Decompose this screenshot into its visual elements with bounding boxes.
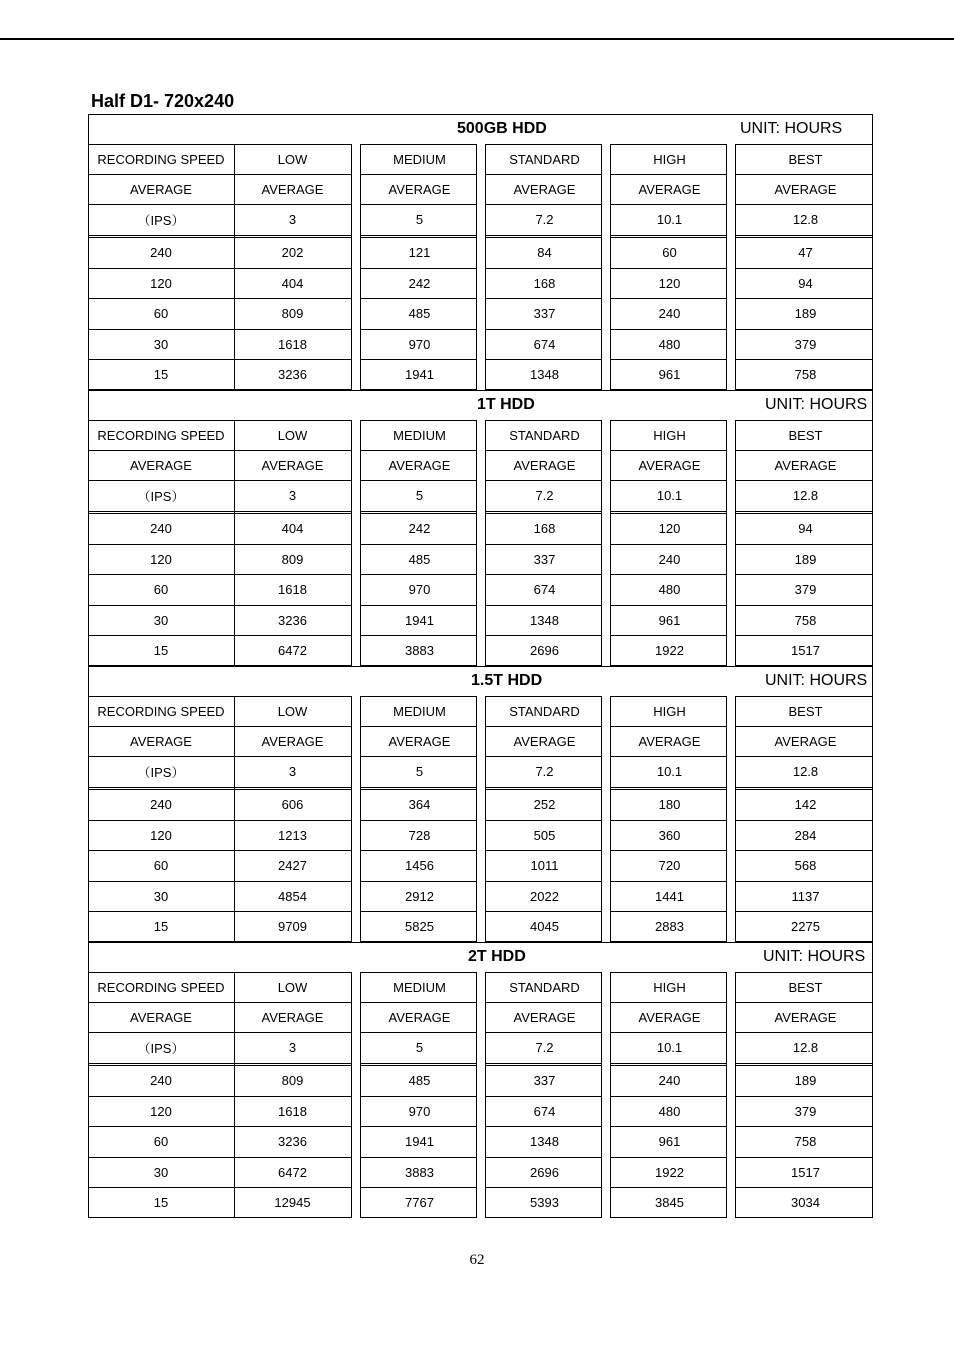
table-cell: 240 (658, 1073, 681, 1088)
table-cell: 5 (415, 488, 424, 503)
table-cell: 1618 (278, 336, 307, 352)
table-cell: 3 (288, 764, 297, 779)
table-cell: 240 (150, 245, 172, 260)
table-cell: STANDARD (509, 979, 580, 995)
table-cell: 120 (150, 275, 172, 291)
unit-label: UNIT: HOURS (740, 120, 843, 137)
table-cell: AVERAGE (774, 733, 837, 749)
table-cell: MEDIUM (393, 703, 446, 719)
table-cell: 2912 (405, 888, 434, 904)
hdd-table (88, 666, 873, 942)
table-cell: （IPS） (137, 213, 185, 228)
table-cell: 3883 (405, 643, 434, 658)
table-cell: 189 (794, 551, 817, 567)
table-row (88, 635, 873, 666)
table-cell: RECORDING SPEED (97, 979, 225, 995)
table-cell: 120 (658, 521, 681, 536)
table-cell: 2022 (530, 888, 559, 904)
table-cell: 15 (153, 367, 169, 382)
table-cell: 404 (281, 521, 304, 536)
table-cell: 4854 (278, 888, 307, 904)
table-cell: AVERAGE (513, 1009, 576, 1025)
table-cell: 360 (658, 827, 681, 843)
table-cell: 7.2 (535, 764, 554, 779)
table-cell: MEDIUM (393, 979, 446, 995)
table-cell: 337 (533, 306, 556, 321)
table-cell: 12.8 (792, 488, 819, 503)
header-row (88, 696, 873, 726)
hdd-capacity-title: 500GB HDD (457, 120, 547, 137)
table-cell: 168 (533, 275, 556, 291)
table-cell: （IPS） (137, 489, 185, 504)
table-row (88, 574, 873, 605)
table-cell: 970 (408, 582, 431, 597)
table-cell: 970 (408, 1103, 431, 1119)
hdd-table (88, 942, 873, 1218)
table-cell: AVERAGE (130, 457, 192, 473)
table-cell: 674 (533, 582, 556, 597)
table-cell: 3 (288, 212, 297, 227)
page-number: 62 (469, 1252, 485, 1268)
table-cell: 1922 (655, 643, 684, 658)
table-cell: 12.8 (792, 764, 819, 779)
hdd-capacity-title: 2T HDD (468, 948, 526, 965)
table-cell: 3236 (278, 612, 307, 628)
table-cell: 720 (658, 858, 681, 873)
page-title: Half D1- 720x240 (91, 91, 235, 111)
table-cell: HIGH (653, 427, 686, 443)
table-cell: 1517 (791, 643, 820, 658)
table-cell: 568 (794, 858, 817, 873)
table-cell: 485 (408, 551, 431, 567)
table-cell: AVERAGE (130, 1009, 192, 1025)
table-cell: AVERAGE (388, 1009, 451, 1025)
table-cell: AVERAGE (130, 733, 192, 749)
table-cell: 3845 (655, 1195, 684, 1210)
table-cell: 404 (281, 275, 304, 291)
table-cell: 240 (150, 1073, 172, 1088)
table-cell: 9709 (278, 919, 307, 934)
table-cell: 480 (658, 1103, 681, 1119)
table-cell: 364 (408, 797, 431, 812)
table-cell: 379 (794, 336, 817, 352)
table-cell: 961 (658, 367, 681, 382)
average-row (88, 726, 873, 756)
table-cell: 120 (658, 275, 681, 291)
table-cell: 3034 (791, 1195, 820, 1210)
table-cell: 15 (153, 919, 169, 934)
table-cell: HIGH (653, 979, 686, 995)
table-cell: 60 (662, 245, 677, 260)
table-cell: 1922 (655, 1164, 684, 1180)
table-cell: 15 (153, 643, 169, 658)
ips-row (88, 480, 873, 511)
table-cell: 252 (533, 797, 556, 812)
table-cell: 2696 (530, 643, 559, 658)
table-cell: 1618 (278, 1103, 307, 1119)
table-cell: 7767 (405, 1195, 434, 1210)
unit-label: UNIT: HOURS (765, 396, 868, 413)
table-cell: AVERAGE (130, 181, 192, 197)
top-rule (0, 38, 954, 40)
table-cell: 3236 (278, 1134, 307, 1149)
table-cell: BEST (788, 979, 823, 995)
table-cell: 758 (794, 612, 817, 628)
table-cell: LOW (277, 151, 308, 167)
table-cell: 1941 (405, 367, 434, 382)
average-row (88, 174, 873, 204)
table-cell: STANDARD (509, 703, 580, 719)
unit-label: UNIT: HOURS (763, 948, 866, 965)
table-row (88, 1065, 873, 1096)
table-cell: AVERAGE (638, 457, 701, 473)
table-cell: STANDARD (509, 427, 580, 443)
table-cell: 189 (794, 1073, 817, 1088)
table-cell: 758 (794, 1134, 817, 1149)
table-cell: 485 (408, 1073, 431, 1088)
table-cell: 505 (533, 827, 556, 843)
ips-row (88, 756, 873, 787)
table-cell: 3 (288, 488, 297, 503)
table-cell: 94 (798, 275, 813, 291)
table-cell: 1348 (530, 612, 559, 628)
table-cell: 7.2 (535, 212, 554, 227)
table-cell: HIGH (653, 151, 686, 167)
table-cell: LOW (277, 979, 308, 995)
table-cell: 3236 (278, 367, 307, 382)
table-cell: 1941 (405, 1134, 434, 1149)
table-cell: 5393 (530, 1195, 559, 1210)
table-cell: STANDARD (509, 151, 580, 167)
table-cell: 30 (153, 612, 169, 628)
table-cell: 1137 (791, 888, 820, 904)
table-cell: 606 (281, 797, 304, 812)
table-cell: 5 (415, 1040, 424, 1055)
table-row (88, 1096, 873, 1126)
table-cell: 30 (153, 336, 169, 352)
table-cell: MEDIUM (393, 151, 446, 167)
table-cell: 284 (794, 827, 817, 843)
table-cell: 1517 (791, 1164, 820, 1180)
table-cell: 809 (281, 551, 304, 567)
table-row (88, 789, 873, 820)
table-cell: 120 (150, 827, 172, 843)
table-cell: 961 (658, 612, 681, 628)
table-cell: BEST (788, 427, 823, 443)
table-cell: LOW (277, 703, 308, 719)
hdd-table (88, 114, 873, 390)
table-cell: 1456 (405, 858, 434, 873)
table-cell: 6472 (278, 1164, 307, 1180)
table-row (88, 268, 873, 298)
table-cell: 5 (415, 764, 424, 779)
table-cell: AVERAGE (261, 1009, 324, 1025)
table-cell: （IPS） (137, 1041, 185, 1056)
table-cell: 12.8 (792, 212, 819, 227)
table-cell: （IPS） (137, 765, 185, 780)
table-row (88, 329, 873, 359)
table-cell: 142 (794, 797, 817, 812)
average-row (88, 1002, 873, 1032)
table-cell: BEST (788, 151, 823, 167)
table-cell: HIGH (653, 703, 686, 719)
table-cell: AVERAGE (638, 733, 701, 749)
table-cell: 1348 (530, 1134, 559, 1149)
table-cell: 15 (153, 1195, 169, 1210)
table-cell: 10.1 (656, 764, 683, 779)
table-row (88, 1157, 873, 1187)
hdd-capacity-title: 1.5T HDD (471, 672, 543, 689)
table-cell: 242 (408, 521, 431, 536)
table-row (88, 850, 873, 881)
table-row (88, 605, 873, 635)
hdd-table (88, 390, 873, 666)
table-cell: 121 (408, 245, 431, 260)
table-cell: 47 (798, 245, 813, 260)
table-cell: 168 (533, 521, 556, 536)
table-cell: RECORDING SPEED (97, 427, 225, 443)
table-cell: 674 (533, 1103, 556, 1119)
table-row (88, 820, 873, 850)
table-cell: MEDIUM (393, 427, 446, 443)
table-cell: 480 (658, 582, 681, 597)
table-cell: 4045 (530, 919, 559, 934)
table-cell: 189 (794, 306, 817, 321)
table-row (88, 513, 873, 544)
table-cell: 240 (150, 521, 172, 536)
table-cell: AVERAGE (513, 181, 576, 197)
table-cell: AVERAGE (261, 457, 324, 473)
table-cell: 242 (408, 275, 431, 291)
table-cell: 2275 (791, 919, 820, 934)
table-cell: 12945 (274, 1195, 311, 1210)
table-cell: 2427 (278, 858, 307, 873)
table-row (88, 1187, 873, 1218)
table-cell: AVERAGE (774, 457, 837, 473)
table-cell: 480 (658, 336, 681, 352)
table-cell: 10.1 (656, 488, 683, 503)
table-cell: 60 (153, 1134, 169, 1149)
table-cell: 2696 (530, 1164, 559, 1180)
table-cell: 1348 (530, 367, 559, 382)
table-cell: 1441 (655, 888, 684, 904)
table-cell: RECORDING SPEED (97, 151, 225, 167)
table-cell: 30 (153, 1164, 169, 1180)
table-cell: 728 (408, 827, 431, 843)
table-cell: 809 (281, 1073, 304, 1088)
table-cell: 758 (794, 367, 817, 382)
table-cell: 1941 (405, 612, 434, 628)
table-cell: BEST (788, 703, 823, 719)
ips-row (88, 204, 873, 235)
table-cell: AVERAGE (513, 457, 576, 473)
table-cell: 120 (150, 1103, 172, 1119)
table-cell: 7.2 (535, 488, 554, 503)
table-cell: AVERAGE (774, 181, 837, 197)
hdd-capacity-title: 1T HDD (477, 396, 535, 413)
table-row (88, 1126, 873, 1157)
table-cell: 5825 (405, 919, 434, 934)
table-cell: 809 (281, 306, 304, 321)
table-cell: AVERAGE (774, 1009, 837, 1025)
table-cell: 240 (658, 551, 681, 567)
table-cell: 3883 (405, 1164, 434, 1180)
table-cell: 60 (153, 582, 169, 597)
table-cell: 30 (153, 888, 169, 904)
table-cell: AVERAGE (261, 181, 324, 197)
header-row (88, 144, 873, 174)
table-cell: 120 (150, 551, 172, 567)
table-cell: 337 (533, 1073, 556, 1088)
table-cell: 1213 (278, 827, 307, 843)
table-cell: 94 (798, 521, 813, 536)
table-cell: 6472 (278, 643, 307, 658)
table-cell: AVERAGE (388, 733, 451, 749)
header-row (88, 420, 873, 450)
table-cell: 240 (150, 797, 172, 812)
table-row (88, 911, 873, 942)
table-cell: 337 (533, 551, 556, 567)
table-cell: 5 (415, 212, 424, 227)
table-cell: 10.1 (656, 1040, 683, 1055)
table-row (88, 237, 873, 268)
table-cell: AVERAGE (638, 181, 701, 197)
table-cell: AVERAGE (513, 733, 576, 749)
table-cell: 12.8 (792, 1040, 819, 1055)
table-cell: 84 (537, 245, 552, 260)
table-row (88, 359, 873, 390)
table-cell: LOW (277, 427, 308, 443)
table-cell: 970 (408, 336, 431, 352)
ips-row (88, 1032, 873, 1063)
table-cell: 60 (153, 306, 169, 321)
table-cell: AVERAGE (388, 457, 451, 473)
table-row (88, 544, 873, 574)
table-cell: 7.2 (535, 1040, 554, 1055)
table-cell: 180 (658, 797, 681, 812)
table-cell: 2883 (655, 919, 684, 934)
table-cell: 202 (281, 245, 304, 260)
table-cell: 1618 (278, 582, 307, 597)
table-cell: RECORDING SPEED (97, 703, 225, 719)
table-cell: 240 (658, 306, 681, 321)
table-cell: 674 (533, 336, 556, 352)
table-cell: AVERAGE (638, 1009, 701, 1025)
table-cell: 1011 (530, 858, 559, 873)
average-row (88, 450, 873, 480)
table-cell: 379 (794, 582, 817, 597)
table-cell: AVERAGE (261, 733, 324, 749)
table-cell: AVERAGE (388, 181, 451, 197)
table-cell: 3 (288, 1040, 297, 1055)
table-cell: 379 (794, 1103, 817, 1119)
table-cell: 60 (153, 858, 169, 873)
unit-label: UNIT: HOURS (765, 672, 868, 689)
table-row (88, 881, 873, 911)
table-cell: 10.1 (656, 212, 683, 227)
table-cell: 485 (408, 306, 431, 321)
table-row (88, 298, 873, 329)
table-cell: 961 (658, 1134, 681, 1149)
header-row (88, 972, 873, 1002)
